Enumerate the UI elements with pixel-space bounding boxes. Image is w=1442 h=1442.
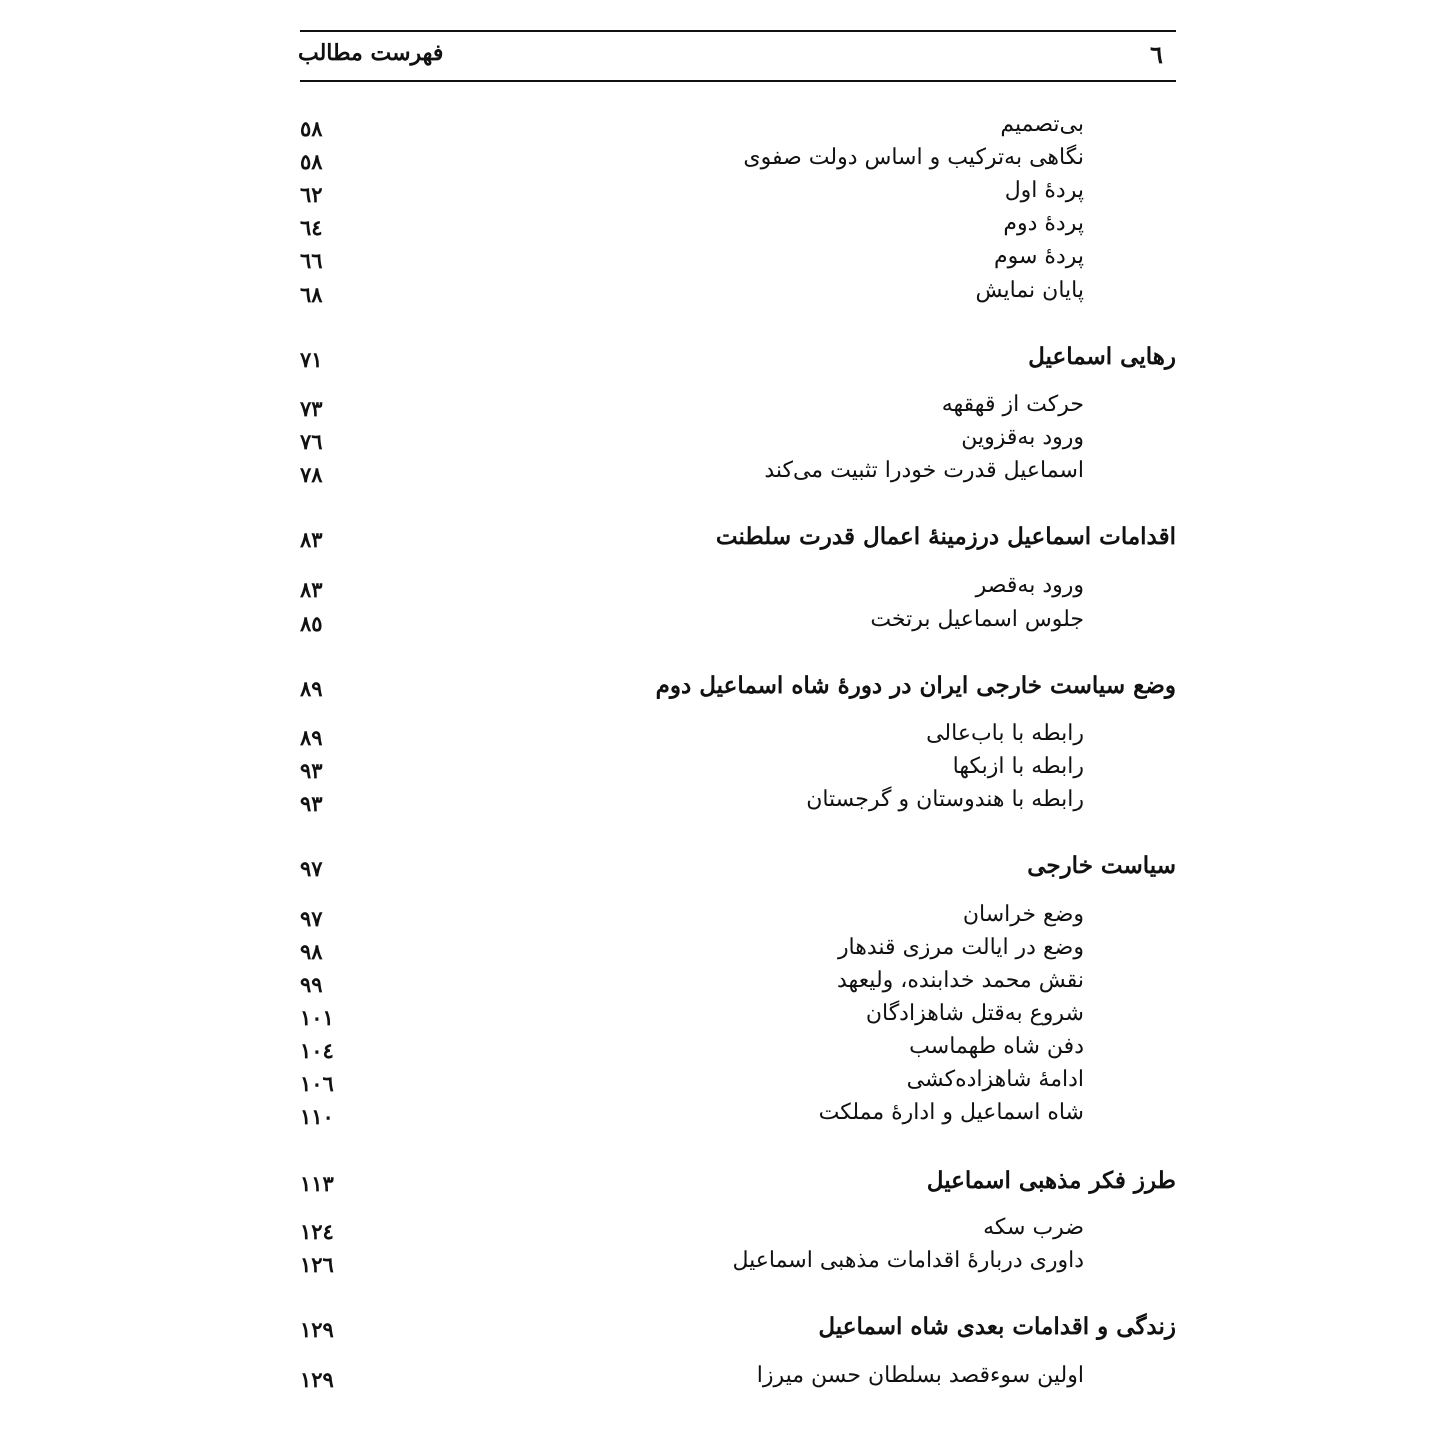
- entry-title: ورود به‌قزوین: [961, 425, 1084, 450]
- entry-title: ادامهٔ شاهزاده‌کشی: [906, 1067, 1084, 1092]
- entry-page-number: ١٢٦: [300, 1252, 334, 1277]
- toc-subsection-entry: [300, 573, 1180, 607]
- toc-subsection-entry: [300, 1363, 1180, 1397]
- toc-section-entry: [300, 672, 1180, 706]
- entry-title: وضع سیاست خارجی ایران در دورهٔ شاه اسماعیل دوم: [655, 672, 1176, 699]
- entry-page-number: ٨٩: [300, 725, 323, 750]
- entry-page-number: ٥٨: [300, 116, 323, 141]
- toc-section-entry: [300, 523, 1180, 557]
- toc-subsection-entry: [300, 607, 1180, 641]
- entry-title: رهایی اسماعیل: [1028, 343, 1176, 370]
- entry-title: وضع خراسان: [962, 902, 1084, 927]
- toc-subsection-entry: [300, 754, 1180, 788]
- entry-page-number: ٥٨: [300, 149, 323, 174]
- entry-page-number: ٨٣: [300, 577, 323, 602]
- toc-subsection-entry: [300, 145, 1180, 179]
- entry-title: حرکت از قهقهه: [941, 392, 1084, 417]
- toc-subsection-entry: [300, 112, 1180, 146]
- entry-page-number: ١١٠: [300, 1104, 334, 1129]
- entry-page-number: ٩٧: [300, 856, 323, 881]
- entry-title: طرز فکر مذهبی اسماعیل: [926, 1167, 1176, 1194]
- toc-section-entry: [300, 1313, 1180, 1347]
- entry-title: اقدامات اسماعیل درزمینهٔ اعمال قدرت سلطنت: [715, 523, 1176, 550]
- entry-title: سیاست خارجی: [1027, 852, 1176, 879]
- toc-subsection-entry: [300, 721, 1180, 755]
- entry-title: اولین سوءقصد بسلطان حسن میرزا: [756, 1363, 1084, 1388]
- toc-subsection-entry: [300, 1001, 1180, 1035]
- entry-page-number: ٦٤: [300, 215, 323, 240]
- entry-title: نقش محمد خدابنده، ولیعهد: [837, 968, 1084, 993]
- entry-page-number: ١٢٩: [300, 1317, 334, 1342]
- entry-page-number: ١٠٤: [300, 1038, 334, 1063]
- toc-subsection-entry: [300, 458, 1180, 492]
- toc-subsection-entry: [300, 244, 1180, 278]
- entry-page-number: ٩٣: [300, 791, 323, 816]
- toc-subsection-entry: [300, 1215, 1180, 1249]
- entry-title: پردهٔ دوم: [1003, 211, 1084, 236]
- entry-page-number: ١٢٩: [300, 1367, 334, 1392]
- header-bottom-rule: [300, 80, 1176, 82]
- entry-page-number: ١٢٤: [300, 1219, 334, 1244]
- entry-page-number: ٧١: [300, 347, 323, 372]
- entry-title: جلوس اسماعیل برتخت: [870, 607, 1084, 632]
- entry-page-number: ٩٣: [300, 758, 323, 783]
- entry-title: اسماعیل قدرت خودرا تثبیت می‌کند: [764, 458, 1084, 483]
- entry-page-number: ١١٣: [300, 1171, 334, 1196]
- entry-title: داوری دربارهٔ اقدامات مذهبی اسماعیل: [732, 1248, 1084, 1273]
- entry-page-number: ٦٨: [300, 282, 323, 307]
- entry-page-number: ٦٢: [300, 182, 323, 207]
- entry-title: پردهٔ سوم: [994, 244, 1084, 269]
- entry-title: ورود به‌قصر: [975, 573, 1084, 598]
- toc-subsection-entry: [300, 425, 1180, 459]
- running-header-page-number: ٦: [1150, 40, 1163, 69]
- entry-page-number: ٩٨: [300, 939, 323, 964]
- entry-title: بی‌تصمیم: [1000, 112, 1084, 137]
- entry-title: نگاهی به‌ترکیب و اساس دولت صفوی: [743, 145, 1084, 170]
- toc-subsection-entry: [300, 392, 1180, 426]
- entry-title: دفن شاه طهماسب: [909, 1034, 1084, 1059]
- entry-page-number: ٧٨: [300, 462, 323, 487]
- entry-page-number: ٦٦: [300, 248, 323, 273]
- entry-page-number: ٧٣: [300, 396, 323, 421]
- toc-subsection-entry: [300, 1100, 1180, 1134]
- toc-subsection-entry: [300, 211, 1180, 245]
- entry-page-number: ٧٦: [300, 429, 323, 454]
- toc-subsection-entry: [300, 1248, 1180, 1282]
- entry-title: وضع در ایالت مرزی قندهار: [837, 935, 1084, 960]
- toc-subsection-entry: [300, 178, 1180, 212]
- entry-title: ضرب سکه: [983, 1215, 1084, 1240]
- entry-page-number: ٨٣: [300, 527, 323, 552]
- header-top-rule: [300, 30, 1176, 32]
- entry-title: شاه اسماعیل و ادارهٔ مملکت: [818, 1100, 1084, 1125]
- toc-subsection-entry: [300, 1067, 1180, 1101]
- toc-section-entry: [300, 1167, 1180, 1201]
- entry-title: رابطه با هندوستان و گرجستان: [806, 787, 1084, 812]
- toc-subsection-entry: [300, 935, 1180, 969]
- entry-title: رابطه با ازبکها: [952, 754, 1084, 779]
- toc-subsection-entry: [300, 968, 1180, 1002]
- entry-title: پردهٔ اول: [1004, 178, 1084, 203]
- toc-section-entry: [300, 343, 1180, 377]
- entry-page-number: ١٠٦: [300, 1071, 334, 1096]
- toc-subsection-entry: [300, 902, 1180, 936]
- toc-section-entry: [300, 852, 1180, 886]
- toc-subsection-entry: [300, 787, 1180, 821]
- running-header-title: فهرست مطالب: [298, 40, 444, 66]
- toc-subsection-entry: [300, 1034, 1180, 1068]
- entry-page-number: ٩٧: [300, 906, 323, 931]
- entry-title: شروع به‌قتل شاهزادگان: [865, 1001, 1084, 1026]
- entry-page-number: ١٠١: [300, 1005, 334, 1030]
- entry-page-number: ٩٩: [300, 972, 323, 997]
- toc-subsection-entry: [300, 278, 1180, 312]
- entry-title: رابطه با باب‌عالی: [926, 721, 1084, 746]
- entry-page-number: ٨٩: [300, 676, 323, 701]
- entry-title: زندگی و اقدامات بعدی شاه اسماعیل: [818, 1313, 1176, 1340]
- entry-page-number: ٨٥: [300, 611, 323, 636]
- entry-title: پایان نمایش: [975, 278, 1084, 303]
